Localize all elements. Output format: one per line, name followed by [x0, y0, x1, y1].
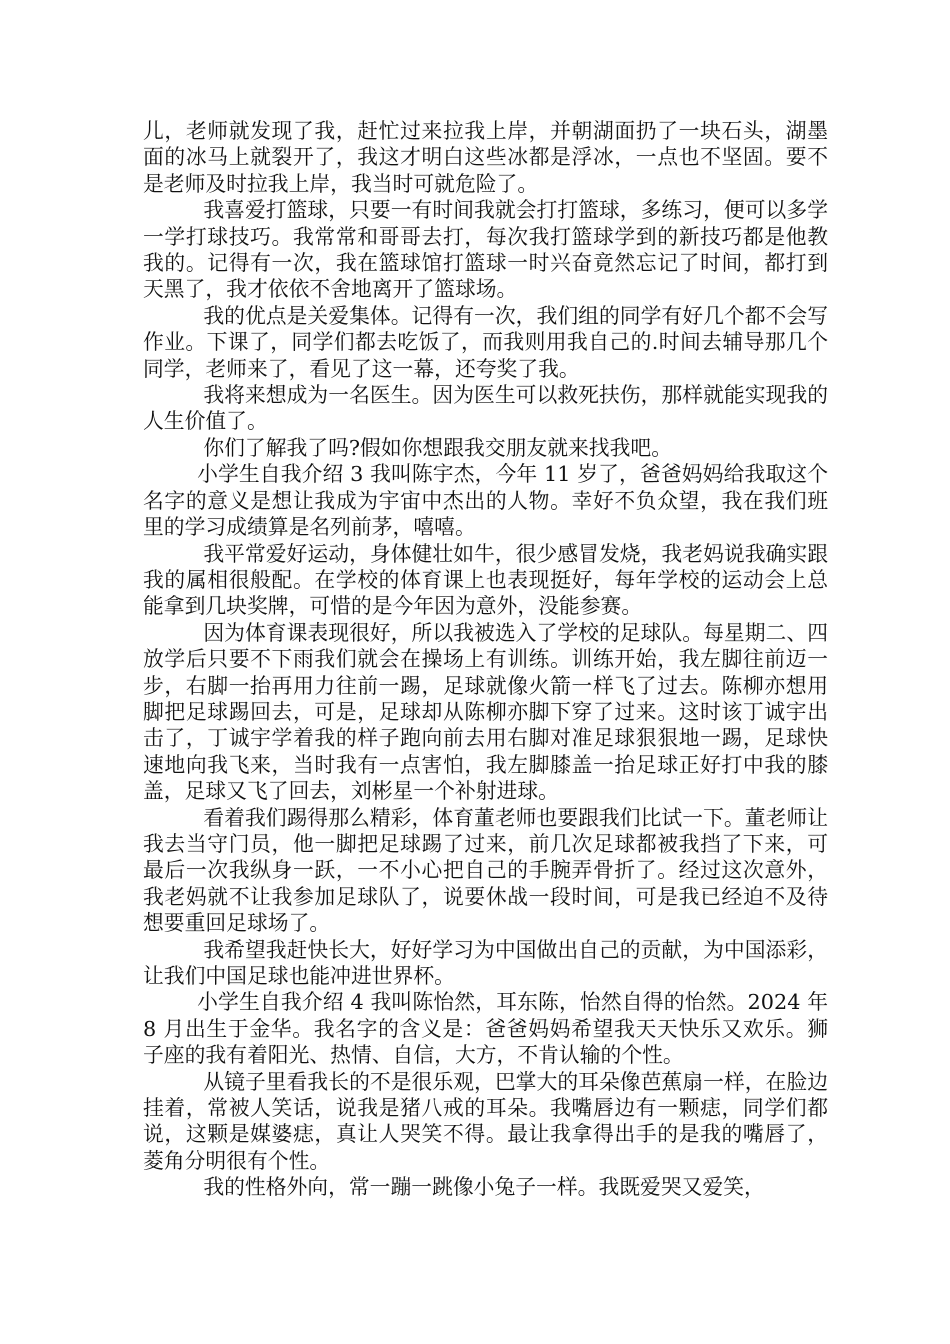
paragraph-doctor: 我将来想成为一名医生。因为医生可以救死扶伤，那样就能实现我的人生价值了。 — [143, 383, 828, 434]
paragraph-sports: 我平常爱好运动，身体健壮如牛，很少感冒发烧，我老妈说我确实跟我的属相很般配。在学校的体育课上也表现挺好，每年学校的运动会上总能拿到几块奖牌，可惜的是今年因为意外，没能参赛。 — [143, 541, 828, 619]
paragraph-football-team: 因为体育课表现很好，所以我被选入了学校的足球队。每星期二、四放学后只要不下雨我们就会在操场上有训练。训练开始，我左脚往前迈一步，右脚一抬再用力往前一踢，足球就像火箭一样飞了过去。陈柳亦想用脚把足球踢回去，可是，足球却从陈柳亦脚下穿了过来。这时该丁诚宇出击了，丁诚宇学着我的样子跑向前去用右脚对准足球狠狠地一踢，足球快速地向我飞来，当时我有一点害怕，我左脚膝盖一抬足球正好打中我的膝盖，足球又飞了回去，刘彬星一个补射进球。 — [143, 620, 828, 804]
paragraph-intro-4: 小学生自我介绍 4 我叫陈怡然，耳东陈，怡然自得的怡然。2024 年 8 月出生于金华。我名字的含义是：爸爸妈妈希望我天天快乐又欢乐。狮子座的我有着阳光、热情、自信，大方，不肯认输的个性。 — [143, 990, 828, 1068]
paragraph-teacher-match: 看着我们踢得那么精彩，体育董老师也要跟我们比试一下。董老师让我去当守门员，他一脚把足球踢了过来，前几次足球都被我挡了下来，可最后一次我纵身一跃，一不小心把自己的手腕弄骨折了。经过这次意外，我老妈就不让我参加足球队了，说要休战一段时间，可是我已经迫不及待想要重回足球场了。 — [143, 805, 828, 936]
document-page — [143, 118, 828, 1201]
paragraph-intro-3: 小学生自我介绍 3 我叫陈宇杰，今年 11 岁了，爸爸妈妈给我取这个名字的意义是想让我成为宇宙中杰出的人物。幸好不负众望，我在我们班里的学习成绩算是名列前茅，嘻嘻。 — [143, 462, 828, 540]
paragraph-basketball: 我喜爱打篮球，只要一有时间我就会打打篮球，多练习，便可以多学一学打球技巧。我常常和哥哥去打，每次我打篮球学到的新技巧都是他教我的。记得有一次，我在篮球馆打篮球一时兴奋竟然忘记了时间，都打到天黑了，我才依依不舍地离开了篮球场。 — [143, 198, 828, 302]
paragraph-hope: 我希望我赶快长大，好好学习为中国做出自己的贡献，为中国添彩，让我们中国足球也能冲进世界杯。 — [143, 937, 828, 988]
paragraph-lake-ice: 儿，老师就发现了我，赶忙过来拉我上岸，并朝湖面扔了一块石头，湖墨面的冰马上就裂开了，我这才明白这些冰都是浮冰，一点也不坚固。要不是老师及时拉我上岸，我当时可就危险了。 — [143, 119, 828, 196]
paragraph-mirror: 从镜子里看我长的不是很乐观，巴掌大的耳朵像芭蕉扇一样，在脸边挂着，常被人笑话，说我是猪八戒的耳朵。我嘴唇边有一颗痣，同学们都说，这颗是媒婆痣，真让人哭笑不得。最让我拿得出手的是我的嘴唇了，菱角分明很有个性。 — [143, 1069, 828, 1173]
paragraph-personality: 我的性格外向，常一蹦一跳像小兔子一样。我既爱哭又爱笑， — [203, 1175, 765, 1200]
paragraph-caring-group: 我的优点是关爱集体。记得有一次，我们组的同学有好几个都不会写作业。下课了，同学们都去吃饭了，而我则用我自己的.时间去辅导那几个同学，老师来了，看见了这一幕，还夸奖了我。 — [143, 303, 828, 381]
paragraph-make-friends: 你们了解我了吗?假如你想跟我交朋友就来找我吧。 — [203, 435, 672, 460]
